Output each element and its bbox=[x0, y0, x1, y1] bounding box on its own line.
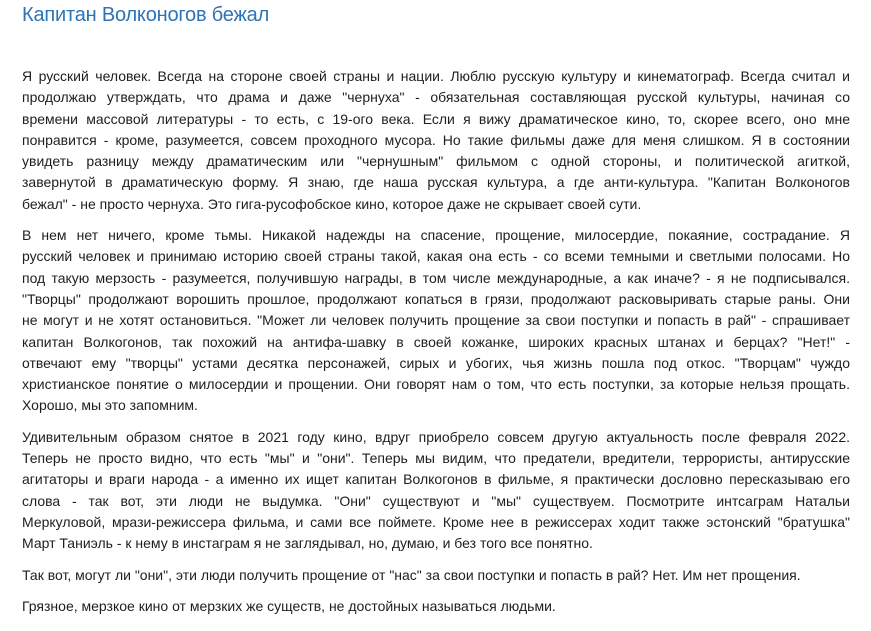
paragraph-line: В нем нет ничего, кроме тьмы. Никакой надежды на спасение, прощение, милосердие, покаяние, сострадание. Я bbox=[22, 227, 850, 244]
paragraph-line: Грязное, мерзкое кино от мерзких же существ, не достойных называться людьми. bbox=[22, 597, 556, 614]
paragraph-line: продолжаю утверждать, что драма и даже "чернуха" - обязательная составляющая русской культуры, начиная со bbox=[22, 89, 850, 106]
paragraph-line: русский человек и принимаю историю своей страны такой, какая она есть - со всеми темными и светлыми полосами. Но bbox=[22, 248, 850, 265]
paragraph-line: христианское понятие о милосердии и прощении. Они говорят нам о том, что есть поступки, за которые нельзя прощать. bbox=[22, 376, 850, 393]
paragraph-line: агитаторы и враги народа - а именно их ищет капитан Волкогонов в фильме, я практически дословно пересказываю его bbox=[22, 471, 850, 488]
paragraph-line: Меркуловой, мрази-режиссера фильма, и сами все поймете. Кроме нее в режиссерах ходит также эстонский "братушка" bbox=[22, 513, 850, 530]
paragraph-line: понравится - кроме, разумеется, совсем проходного мусора. Но такие фильмы даже для меня слишком. Я в состоянии bbox=[22, 131, 850, 148]
paragraph-line: отвечают ему "творцы" устами десятка персонажей, сирых и убогих, чья жизнь пошла под откос. "Творцам" чуждо bbox=[22, 354, 850, 371]
paragraph-line: Март Таниэль - к нему в инстаграм я не заглядывал, но, думаю, и без того все понятно. bbox=[22, 535, 593, 552]
paragraph-line: слова - так вот, эти люди не выдумка. "Они" существуют и "мы" существуем. Посмотрите интсаграм Натальи bbox=[22, 492, 850, 509]
paragraph-line: Я русский человек. Всегда на стороне своей страны и нации. Люблю русскую культуру и кинематограф. Всегда считал и bbox=[22, 68, 850, 84]
article-body bbox=[22, 66, 850, 627]
paragraph-line: под такую мерзость - разумеется, получившую награды, в том числе международные, а как иначе? - я не подписывался. bbox=[22, 269, 850, 286]
article-title: Капитан Волконогов бежал bbox=[22, 4, 270, 26]
paragraph bbox=[22, 225, 850, 417]
paragraph-line: Так вот, могут ли "они", эти люди получить прощение от "нас" за свои поступки и попасть в рай? Нет. Им нет прощения. bbox=[22, 566, 801, 583]
paragraph-line: Хорошо, мы это запомним. bbox=[22, 397, 198, 414]
paragraph-line: "Творцы" продолжают ворошить прошлое, продолжают копаться в грязи, продолжают расковыривать старые раны. Они bbox=[22, 290, 850, 307]
paragraph-line: завернутой в драматическую форму. Я знаю, где наша русская культура, а где анти-культура. "Капитан Волконогов bbox=[22, 174, 850, 191]
paragraph-line: не могут и не хотят остановиться. "Может ли человек получить прощение за свои поступки и попасть в рай" - спрашивает bbox=[22, 312, 850, 329]
paragraph-line: Удивительным образом снятое в 2021 году кино, вдруг приобрело совсем другую актуальность после февраля 2022. bbox=[22, 428, 850, 445]
paragraph-line: бежал" - не просто чернуха. Это гига-русофобское кино, которое даже не скрывает своей сути. bbox=[22, 195, 642, 212]
paragraph-line: увидеть разницу между драматическим или "чернушным" фильмом с одной стороны, и политической агиткой, bbox=[22, 153, 850, 170]
paragraph bbox=[22, 427, 850, 555]
paragraph bbox=[22, 66, 850, 215]
paragraph bbox=[22, 565, 850, 586]
paragraph bbox=[22, 596, 850, 617]
paragraph-line: капитан Волкогонов, так похожий на антифа-шавку в своей кожанке, широких красных штанах и берцах? "Нет!" - bbox=[22, 333, 850, 350]
paragraph-line: Теперь не просто видно, что есть "мы" и "они". Теперь мы видим, что предатели, вредители, террористы, антирусские bbox=[22, 450, 850, 467]
paragraph-line: времени массовой литературы - то есть, с 19-ого века. Если я вижу драматическое кино, то, скорее всего, оно мне bbox=[22, 110, 850, 127]
